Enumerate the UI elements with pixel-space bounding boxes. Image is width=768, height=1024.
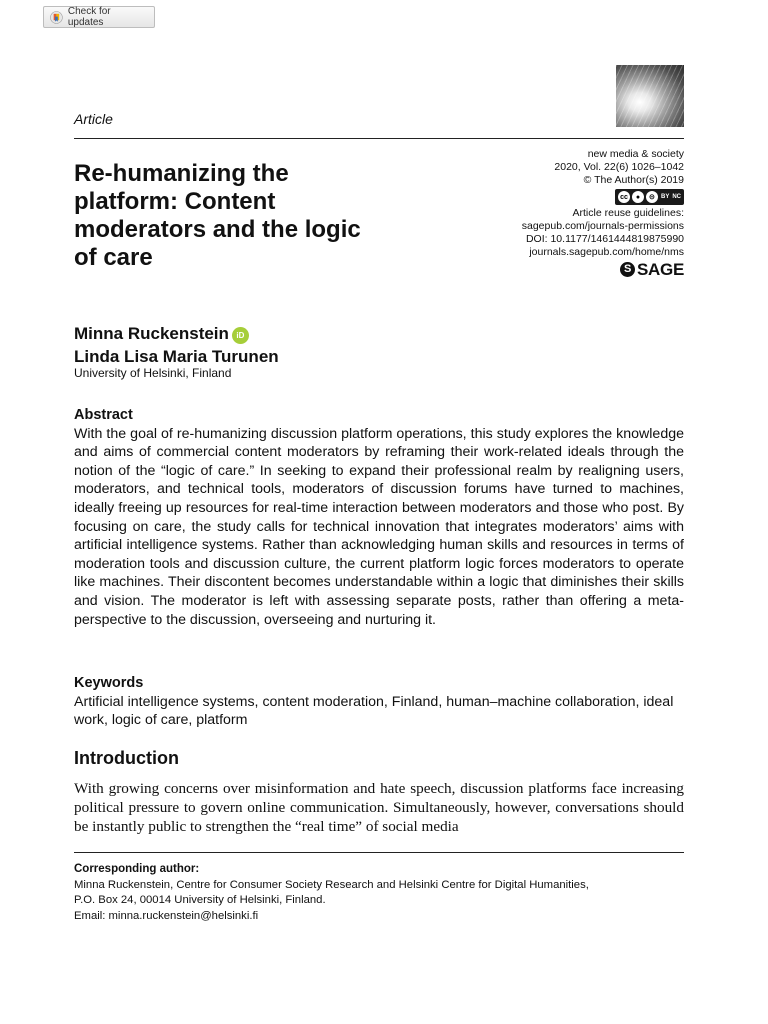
journal-name: new media & society bbox=[587, 148, 684, 160]
copyright-line: © The Author(s) 2019 bbox=[583, 174, 684, 186]
introduction-body bbox=[74, 779, 684, 836]
corresponding-author-note bbox=[74, 862, 684, 924]
introduction-heading: Introduction bbox=[74, 748, 179, 768]
abstract-text: With the goal of re-humanizing discussion platform operations, this study explores the knowledge and aims of commercial content moderators by reframing their work-related ideals through the notion of the “logic of care.” In seeking to expand their professional realm by realigning users, moderators, and technical tools, moderators of discussion forums have turned to machines, ideally freeing up resources for real-time interaction between moderators and those who post. By focusing on care, the study calls for technical innovation that integrates moderators’ aims with artificial intelligence systems. Rather than acknowledging human skills and resources in terms of moderation tools and discussion culture, the current platform logic forces moderators to operate like machines. Their discontent becomes understandable within a logic that diminishes their skills and vision. The moderator is left with assessing separate posts, rather than offering a meta-perspective to the discussion, overseeing and nurturing it. bbox=[74, 425, 684, 628]
reuse-guidelines-label: Article reuse guidelines: bbox=[572, 207, 684, 219]
license-by-label: BY bbox=[660, 193, 670, 200]
article-title: Re-humanizing the platform: Content moderators and the logic of care bbox=[74, 160, 361, 271]
article-type-label: Article bbox=[74, 111, 113, 127]
publisher-name: SAGE bbox=[637, 260, 684, 279]
journal-cover-image bbox=[616, 65, 684, 127]
orcid-icon[interactable]: iD bbox=[232, 327, 249, 344]
attribution-icon: ● bbox=[632, 191, 644, 203]
doi-link[interactable]: DOI: 10.1177/1461444819875990 bbox=[525, 233, 684, 245]
check-for-updates-label: Check for updates bbox=[67, 6, 111, 28]
author-affiliation: University of Helsinki, Finland bbox=[74, 366, 232, 380]
footnote-divider bbox=[74, 852, 684, 853]
keywords-text: Artificial intelligence systems, content moderation, Finland, human–machine collaboration, ideal work, logic of care, platform bbox=[74, 693, 674, 729]
journal-volume: 2020, Vol. 22(6) 1026–1042 bbox=[554, 161, 684, 173]
reuse-guidelines-link[interactable]: sagepub.com/journals-permissions bbox=[521, 220, 684, 232]
sage-logo bbox=[620, 262, 684, 277]
author-list bbox=[74, 322, 279, 368]
sage-s-icon: S bbox=[620, 262, 635, 277]
license-nc-label: NC bbox=[672, 193, 681, 200]
corresponding-address-line: Minna Ruckenstein, Centre for Consumer Society Research and Helsinki Centre for Digital Humanities, bbox=[74, 878, 589, 891]
update-badge-icon bbox=[50, 11, 63, 24]
noncommercial-icon: ⊝ bbox=[646, 191, 658, 203]
check-for-updates-button[interactable] bbox=[43, 6, 155, 28]
cc-license-badge[interactable] bbox=[615, 189, 684, 205]
keywords-section bbox=[74, 674, 684, 730]
abstract-section bbox=[74, 406, 684, 629]
corresponding-email[interactable]: Email: minna.ruckenstein@helsinki.fi bbox=[74, 909, 259, 922]
corresponding-address-line: P.O. Box 24, 00014 University of Helsinki, Finland. bbox=[74, 894, 326, 906]
introduction-paragraph: With growing concerns over misinformation and hate speech, discussion platforms face increasing political pressure to govern online communication. Simultaneously, however, conversations should be instantly public to strengthen the “real time” of social media bbox=[74, 780, 684, 835]
keywords-heading: Keywords bbox=[74, 675, 144, 691]
journal-metadata bbox=[434, 148, 684, 277]
corresponding-author-heading: Corresponding author: bbox=[74, 863, 200, 875]
cc-icon: cc bbox=[618, 191, 630, 203]
abstract-heading: Abstract bbox=[74, 407, 133, 423]
author-name[interactable]: Linda Lisa Maria Turunen bbox=[74, 347, 279, 366]
author-name[interactable]: Minna Ruckenstein bbox=[74, 324, 229, 343]
header-divider bbox=[74, 138, 684, 139]
journal-url-link[interactable]: journals.sagepub.com/home/nms bbox=[529, 246, 684, 258]
